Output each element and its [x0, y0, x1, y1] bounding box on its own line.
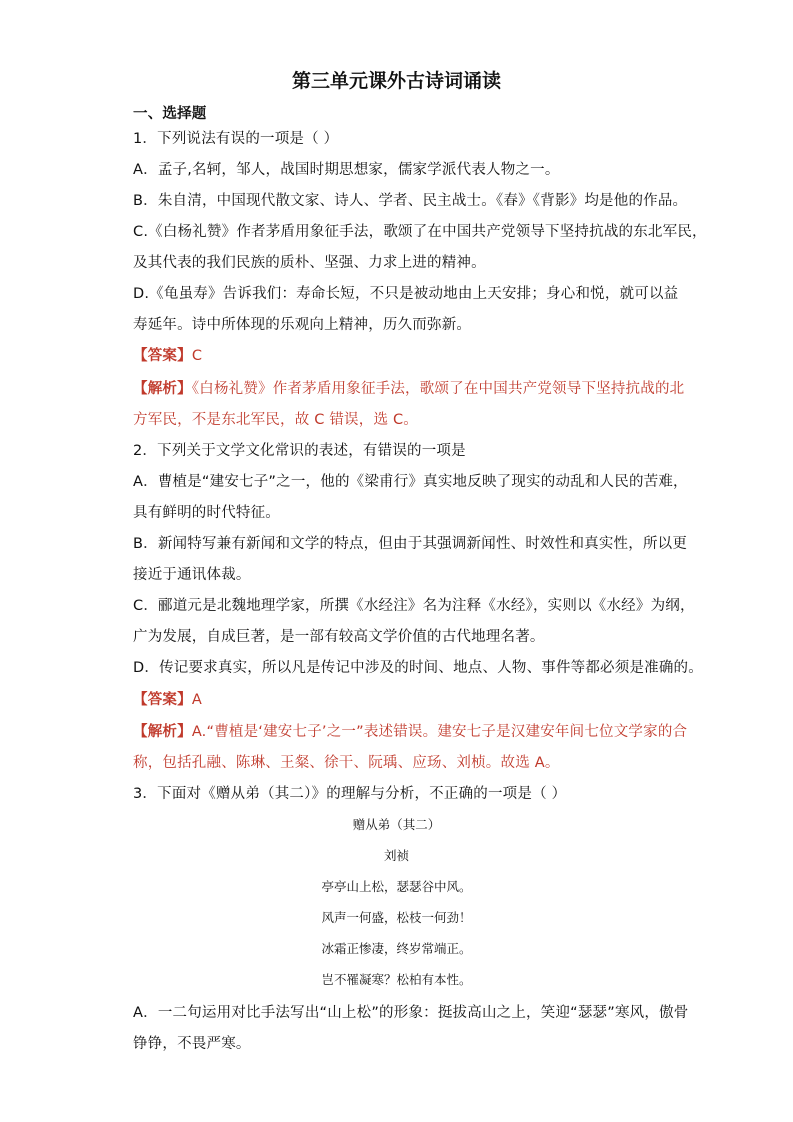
q3-stem: 3．下面对《赠从弟（其二）》的理解与分析，不正确的一项是（ ） [133, 786, 567, 802]
poem-line: 亭亭山上松，瑟瑟谷中风。 [321, 879, 472, 894]
q1-option-d-line2: 寿延年。诗中所体现的乐观向上精神，历久而弥新。 [133, 317, 472, 333]
poem-line: 冰霜正惨凄，终岁常端正。 [321, 941, 472, 956]
analysis-tag: 【解析】 [133, 724, 192, 740]
q2-option-b-line1: B．新闻特写兼有新闻和文学的特点，但由于其强调新闻性、时效性和真实性，所以更 [133, 536, 688, 552]
q1-analysis-line2: 方军民，不是东北军民，故 C 错误，选 C。 [133, 412, 418, 428]
analysis-tag: 【解析】 [133, 381, 192, 397]
answer-value: A [191, 692, 202, 708]
q1-option-c-line2: 及其代表的我们民族的质朴、坚强、力求上进的精神。 [133, 255, 486, 271]
q2-option-b-line2: 接近于通讯体裁。 [133, 567, 251, 583]
q3-option-a-line1: A．一二句运用对比手法写出“山上松”的形象：挺拔高山之上，笑迎“瑟瑟”寒风，傲骨 [133, 1005, 689, 1021]
q2-option-c-line1: C．郦道元是北魏地理学家，所撰《水经注》名为注释《水经》，实则以《水经》为纲， [133, 598, 695, 614]
q2-answer [133, 690, 202, 710]
page-title: 第三单元课外古诗词诵读 [291, 70, 501, 92]
q2-analysis-line1 [133, 722, 687, 742]
q2-analysis-line2: 称，包括孔融、陈琳、王粲、徐干、阮瑀、应玚、刘桢。故选 A。 [133, 755, 560, 771]
poem-line: 岂不罹凝寒？松柏有本性。 [321, 972, 472, 987]
q2-option-c-line2: 广为发展，自成巨著，是一部有较高文学价值的古代地理名著。 [133, 629, 545, 645]
q2-option-d: D．传记要求真实，所以凡是传记中涉及的时间、地点、人物、事件等都必须是准确的。 [133, 660, 703, 676]
poem-title: 赠从弟（其二） [352, 817, 441, 832]
q1-answer [133, 346, 202, 366]
answer-tag: 【答案】 [133, 692, 192, 708]
poem-line: 风声一何盛，松枝一何劲！ [321, 910, 472, 925]
q1-analysis-line1 [133, 379, 684, 399]
q2-stem: 2．下列关于文学文化常识的表述，有错误的一项是 [133, 443, 466, 459]
q1-option-d-line1: D.《龟虽寿》告诉我们：寿命长短，不只是被动地由上天安排；身心和悦，就可以益 [133, 286, 679, 302]
q3-option-a-line2: 铮铮，不畏严寒。 [133, 1036, 251, 1052]
q1-stem: 1．下列说法有误的一项是（ ） [133, 131, 339, 147]
q1-option-a: A．孟子,名轲，邹人，战国时期思想家，儒家学派代表人物之一。 [133, 162, 560, 178]
section-heading: 一、选择题 [133, 106, 207, 122]
answer-tag: 【答案】 [133, 348, 192, 364]
q2-option-a-line1: A．曹植是“建安七子”之一，他的《梁甫行》真实地反映了现实的动乱和人民的苦难， [133, 474, 688, 490]
q1-option-b: B．朱自清，中国现代散文家、诗人、学者、民主战士。《春》《背影》均是他的作品。 [133, 193, 688, 209]
analysis-text: 《白杨礼赞》作者茅盾用象征手法，歌颂了在中国共产党领导下坚持抗战的北 [191, 381, 685, 397]
answer-value: C [191, 348, 203, 364]
poem-author: 刘祯 [383, 848, 409, 863]
q2-option-a-line2: 具有鲜明的时代特征。 [133, 505, 280, 521]
q1-option-c-line1: C.《白杨礼赞》作者茅盾用象征手法，歌颂了在中国共产党领导下坚持抗战的东北军民， [133, 224, 707, 240]
analysis-text: A.“曹植是‘建安七子’之一”表述错误。建安七子是汉建安年间七位文学家的合 [191, 724, 688, 740]
